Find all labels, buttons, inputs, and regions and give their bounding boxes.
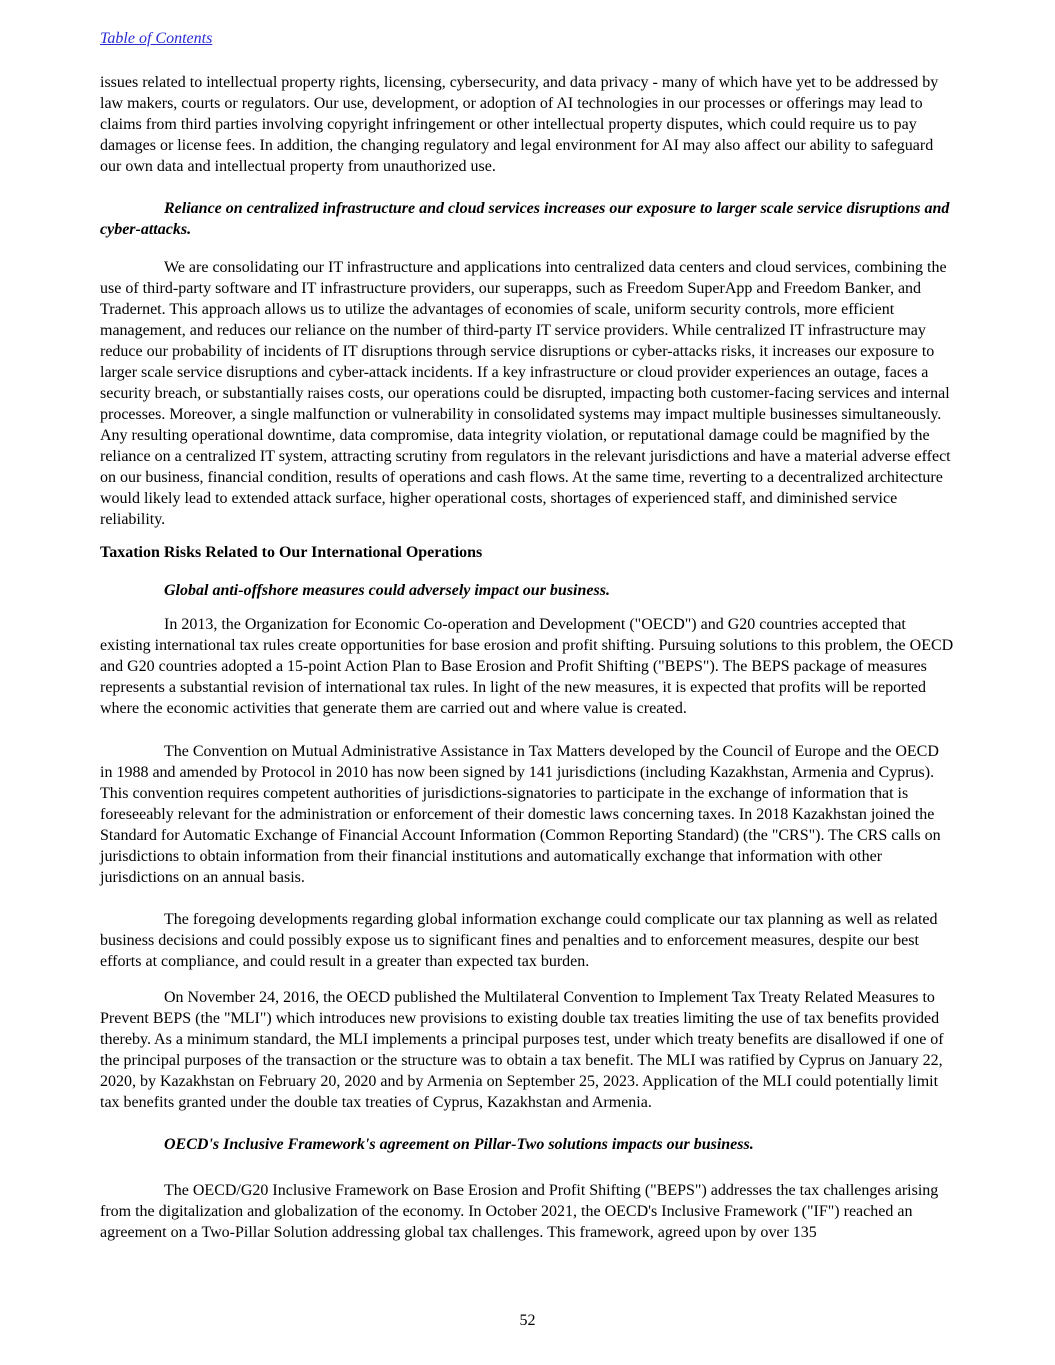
paragraph-oecd-g20-beps-2013: In 2013, the Organization for Economic Co-operation and Development ("OECD") and G20 countries accepted that existing international tax rules create opportunities for base erosion and profit shifting. Pursuing solutions to this problem, the OECD and G20 countries adopted a 15-point Action Plan to Base Erosion and Profit Shifting ("BEPS"). The BEPS package of measures represents a substantial revision of international tax rules. In light of the new measures, it is expected that profits will be reported where the economic activities that generate them are carried out and where value is created. bbox=[100, 616, 954, 717]
page-number: 52 bbox=[519, 1312, 536, 1329]
heading-reliance-centralized-infrastructure: Reliance on centralized infrastructure and cloud services increases our exposure to larger scale service disruptions and cyber-attacks. bbox=[100, 200, 950, 238]
toc-row bbox=[100, 28, 955, 49]
heading-global-anti-offshore: Global anti-offshore measures could adversely impact our business. bbox=[164, 582, 610, 599]
paragraph-information-exchange-risks: The foregoing developments regarding global information exchange could complicate our tax planning as well as related business decisions and could possibly expose us to significant fines and penalties and to enforcement measures, despite our best efforts at compliance, and could result in a greater than expected tax burden. bbox=[100, 911, 938, 970]
paragraph-it-consolidation: We are consolidating our IT infrastructure and applications into centralized data centers and cloud services, combining the use of third-party software and IT infrastructure providers, our superapps, such as Freedom SuperApp and Freedom Banker, and Tradernet. This approach allows us to utilize the advantages of economies of scale, uniform security controls, more efficient management, and reduces our reliance on the number of third-party IT service providers. While centralized IT infrastructure may reduce our probability of incidents of IT disruptions through service disruptions or cyber-attacks risks, it increases our exposure to larger scale service disruptions and cyber-attack incidents. If a key infrastructure or cloud provider experiences an outage, faces a security breach, or substantially raises costs, our operations could be disrupted, impacting both customer-facing services and internal processes. Moreover, a single malfunction or vulnerability in consolidated systems may impact multiple businesses simultaneously. Any resulting operational downtime, data compromise, data integrity violation, or reputational damage could be magnified by the reliance on a centralized IT system, attracting scrutiny from regulators in the relevant jurisdictions and have a material adverse effect on our business, financial condition, results of operations and cash flows. At the same time, reverting to a decentralized architecture would likely lead to extended attack surface, higher operational costs, shortages of experienced staff, and diminished service reliability. bbox=[100, 259, 951, 528]
paragraph-inclusive-framework: The OECD/G20 Inclusive Framework on Base Erosion and Profit Shifting ("BEPS") addresses the tax challenges arising from the digitalization and globalization of the economy. In October 2021, the OECD's Inclusive Framework ("IF") reached an agreement on a Two-Pillar Solution addressing global tax challenges. This framework, agreed upon by over 135 bbox=[100, 1182, 939, 1241]
heading-taxation-risks: Taxation Risks Related to Our International Operations bbox=[100, 544, 483, 561]
paragraph-mli-ratification: On November 24, 2016, the OECD published the Multilateral Convention to Implement Tax Treaty Related Measures to Prevent BEPS (the "MLI") which introduces new provisions to existing double tax treaties limiting the use of tax benefits provided thereby. As a minimum standard, the MLI implements a principal purposes test, under which treaty benefits are disallowed if one of the principal purposes of the transaction or the structure was to obtain a tax benefit. The MLI was ratified by Cyprus on January 22, 2020, by Kazakhstan on February 20, 2020 and by Armenia on September 25, 2023. Application of the MLI could potentially limit tax benefits granted under the double tax treaties of Cyprus, Kazakhstan and Armenia. bbox=[100, 989, 944, 1111]
paragraph-ip-ai-risks: issues related to intellectual property rights, licensing, cybersecurity, and data privacy - many of which have yet to be addressed by law makers, courts or regulators. Our use, development, or adoption of AI technologies in our processes or offerings may lead to claims from third parties involving copyright infringement or other intellectual property disputes, which could require us to pay damages or license fees. In addition, the changing regulatory and legal environment for AI may also affect our ability to safeguard our own data and intellectual property from unauthorized use. bbox=[100, 74, 939, 175]
table-of-contents-link[interactable]: Table of Contents bbox=[100, 30, 213, 47]
paragraph-convention-mutual-assistance: The Convention on Mutual Administrative Assistance in Tax Matters developed by the Council of Europe and the OECD in 1988 and amended by Protocol in 2010 has now been signed by 141 jurisdictions (including Kazakhstan, Armenia and Cyprus). This convention requires competent authorities of jurisdictions-signatories to participate in the exchange of information that is foreseeably relevant for the administration or enforcement of their domestic laws concerning taxes. In 2018 Kazakhstan joined the Standard for Automatic Exchange of Financial Account Information (Common Reporting Standard) (the "CRS"). The CRS calls on jurisdictions to obtain information from their financial institutions and automatically exchange that information with other jurisdictions on an annual basis. bbox=[100, 743, 941, 886]
heading-pillar-two: OECD's Inclusive Framework's agreement on Pillar-Two solutions impacts our business. bbox=[164, 1136, 754, 1153]
